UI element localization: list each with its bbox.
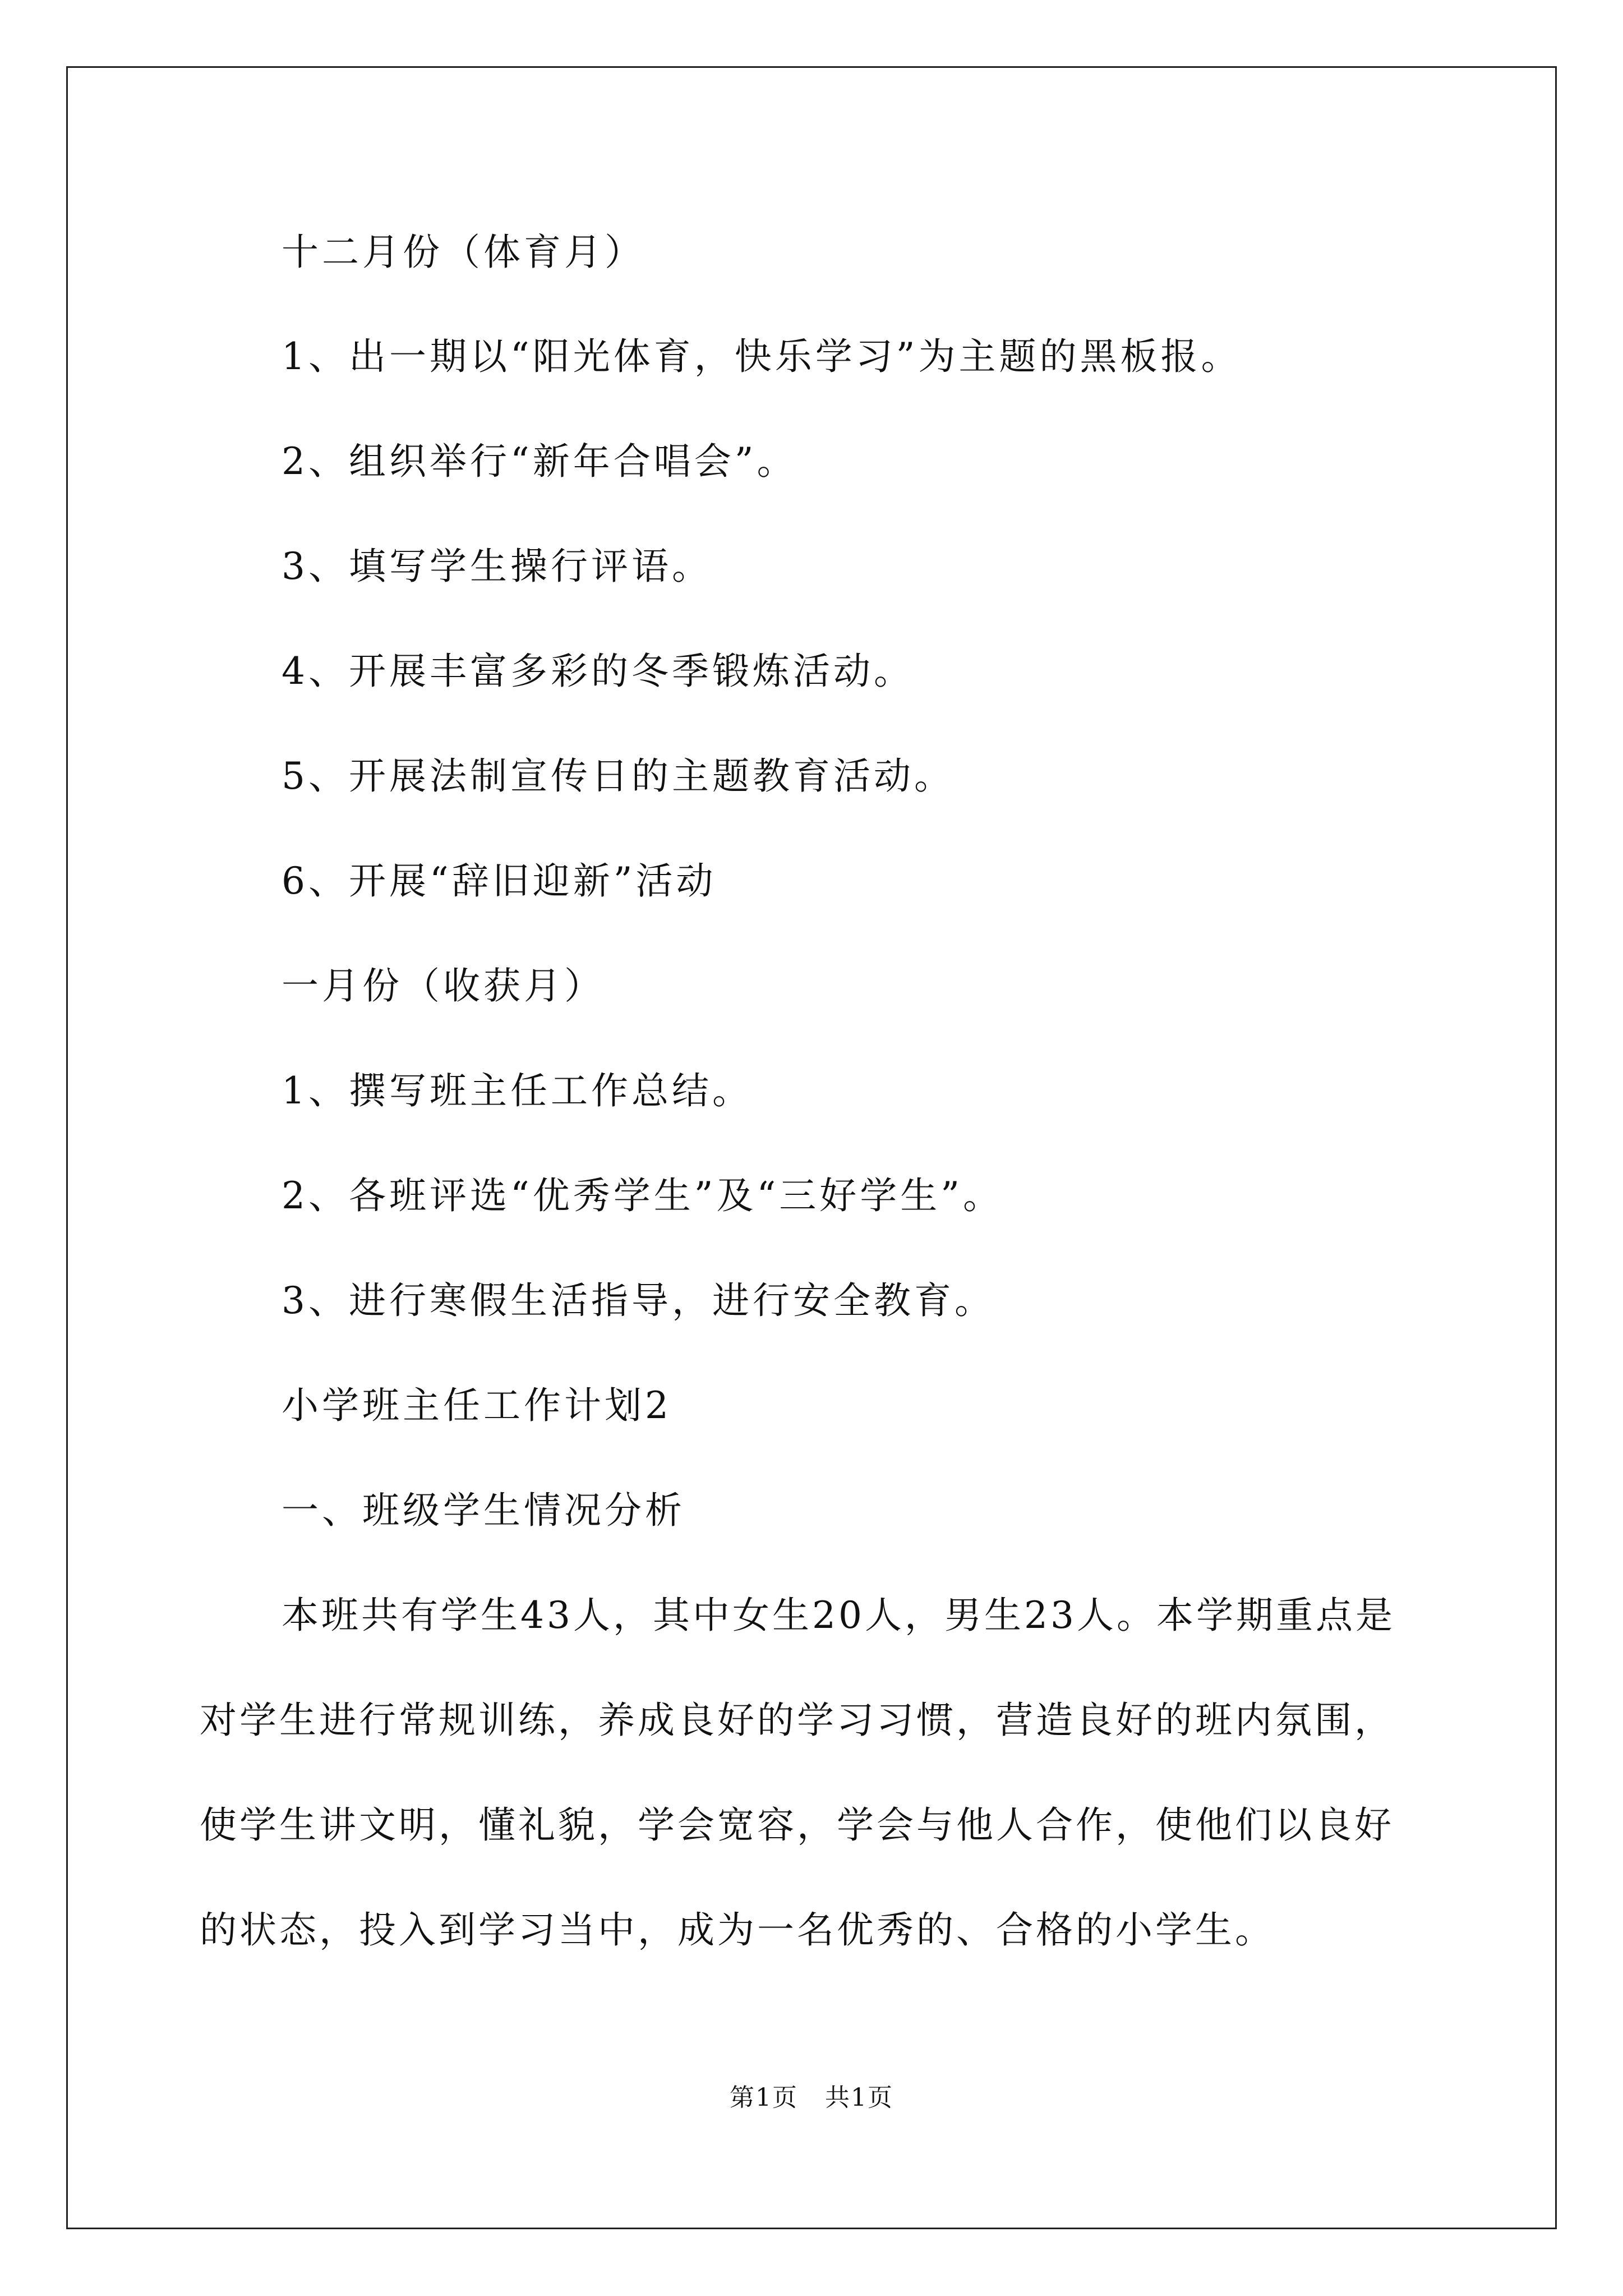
list-item: 4、开展丰富多彩的冬季锻炼活动。 bbox=[282, 650, 914, 693]
list-item: 1、撰写班主任工作总结。 bbox=[282, 1069, 753, 1112]
page-total: 共1页 bbox=[824, 2083, 893, 2112]
plan-title: 小学班主任工作计划2 bbox=[282, 1384, 672, 1427]
list-item: 3、填写学生操行评语。 bbox=[282, 545, 712, 588]
paragraph-line: 使学生讲文明，懂礼貌，学会宽容，学会与他人合作，使他们以良好 bbox=[200, 1803, 1394, 1847]
list-item: 2、组织举行“新年合唱会”。 bbox=[282, 440, 797, 483]
page-number: 第1页 bbox=[730, 2083, 799, 2112]
paragraph-line: 本班共有学生43人，其中女生20人，男生23人。本学期重点是 bbox=[282, 1594, 1395, 1637]
list-item: 2、各班评选“优秀学生”及“三好学生”。 bbox=[282, 1174, 1003, 1217]
list-item: 1、出一期以“阳光体育，快乐学习”为主题的黑板报。 bbox=[282, 335, 1242, 378]
section-heading-january: 一月份（收获月） bbox=[282, 964, 605, 1007]
list-item: 6、开展“辞旧迎新”活动 bbox=[282, 859, 717, 903]
list-item: 5、开展法制宣传日的主题教育活动。 bbox=[282, 754, 955, 798]
paragraph-line: 的状态，投入到学习当中，成为一名优秀的、合格的小学生。 bbox=[200, 1908, 1275, 1952]
section-heading-analysis: 一、班级学生情况分析 bbox=[282, 1489, 685, 1532]
page-footer bbox=[0, 2082, 1623, 2114]
paragraph-line: 对学生进行常规训练，养成良好的学习习惯，营造良好的班内氛围， bbox=[200, 1699, 1394, 1742]
section-heading-december: 十二月份（体育月） bbox=[282, 231, 645, 274]
list-item: 3、进行寒假生活指导，进行安全教育。 bbox=[282, 1279, 995, 1322]
page-border bbox=[66, 66, 1557, 2229]
